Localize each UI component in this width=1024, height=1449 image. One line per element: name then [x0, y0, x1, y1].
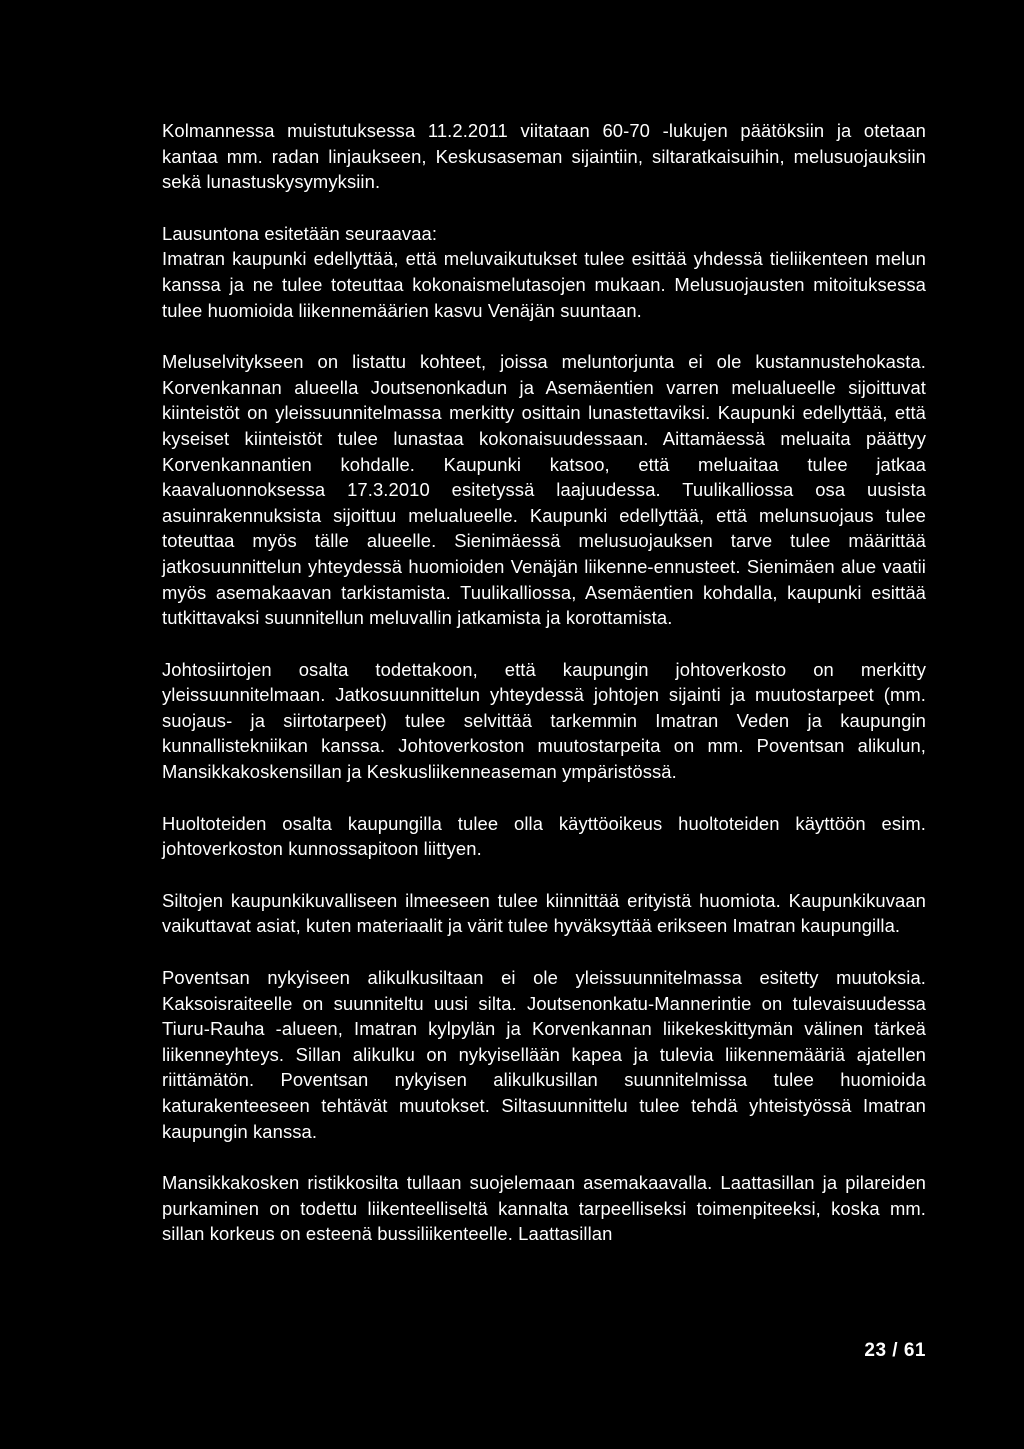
paragraph-huoltotiet: [162, 811, 926, 862]
paragraph-muistutus: [162, 118, 926, 195]
paragraph-text: Johtosiirtojen osalta todettakoon, että kaupungin johtoverkosto on merkitty yleissuunnitelmaan. Jatkosuunnittelun yhteydessä johtojen sijainti ja muutostarpeet (mm. suojaus- ja siirtotarpeet) tulee selvittää tarkemmin Imatran Veden ja kaupungin kunnallistekniikan kanssa. Johtoverkoston muutostarpeita on mm. Poventsan alikulun, Mansikkakoskensillan ja Keskusliikenneaseman ympäristössä.: [162, 658, 926, 783]
paragraph-text: Huoltoteiden osalta kaupungilla tulee olla käyttöoikeus huoltoteiden käyttöön esim. johtoverkoston kunnossapitoon liittyen.: [162, 812, 926, 860]
paragraph-poventsa: [162, 965, 926, 1144]
page-number: 23 / 61: [864, 1340, 926, 1361]
paragraph-text: Meluselvitykseen on listattu kohteet, joissa meluntorjunta ei ole kustannustehokasta. Korvenkannan alueella Joutsenonkadun ja Asemäentien varren melualueelle sijoittuvat kiinteistöt on yleissuunnitelmassa merkitty osittain lunastettaviksi. Kaupunki edellyttää, että kyseiset kiinteistöt tulee lunastaa kokonaisuudessaan. Aittamäessä meluaita päättyy Korvenkannantien kohdalle. Kaupunki katsoo, että meluaitaa tulee jatkaa kaavaluonnoksessa 17.3.2010 esitetyssä laajuudessa. Tuulikalliossa osa uusista asuinrakennuksista sijoittuu melualueelle. Kaupunki edellyttää, että melunsuojaus tulee toteuttaa myös tälle alueelle. Sienimäessä melusuojauksen tarve tulee määrittää jatkosuunnittelun yhteydessä huomioiden Venäjän liikenne-ennusteet. Sienimäen alue vaatii myös asemakaavan tarkistamista. Tuulikalliossa, Asemäentien kohdalla, kaupunki esittää tutkittavaksi suunnitellun meluvallin jatkamista ja korottamista.: [162, 351, 926, 629]
paragraph-meluselvitys: [162, 349, 926, 631]
paragraph-text: Imatran kaupunki edellyttää, että meluvaikutukset tulee esittää yhdessä tieliikenteen melun kanssa ja ne tulee toteuttaa kokonaismelutasojen mukaan. Melusuojausten mitoituksessa tulee huomioida liikennemäärien kasvu Venäjän suuntaan.: [162, 248, 926, 321]
paragraph-text: Mansikkakosken ristikkosilta tullaan suojelemaan asemakaavalla. Laattasillan ja pilareiden purkaminen on todettu liikenteelliseltä kannalta tarpeelliseksi toimenpiteeksi, koska mm. sillan korkeus on esteenä bussiliikenteelle. Laattasillan: [162, 1172, 926, 1245]
paragraph-mansikkakoski: [162, 1170, 926, 1247]
document-body: [162, 118, 926, 1273]
paragraph-lausunto: [162, 221, 926, 323]
paragraph-text: Poventsan nykyiseen alikulkusiltaan ei ole yleissuunnitelmassa esitetty muutoksia. Kaksoisraiteelle on suunniteltu uusi silta. Joutsenonkatu-Mannerintie on tulevaisuudessa Tiuru-Rauha -alueen, Imatran kylpylän ja Korvenkannan liikekeskittymän välinen tärkeä liikenneyhteys. Sillan alikulku on nykyisellään kapea ja tulevia liikennemääriä ajatellen riittämätön. Poventsan nykyisen alikulkusillan suunnitelmissa tulee huomioida katurakenteeseen tehtävät muutokset. Siltasuunnittelu tulee tehdä yhteistyössä Imatran kaupungin kanssa.: [162, 967, 926, 1142]
paragraph-text: Kolmannessa muistutuksessa 11.2.2011 viitataan 60-70 -lukujen päätöksiin ja otetaan kantaa mm. radan linjaukseen, Keskusaseman sijaintiin, siltaratkaisuihin, melusuojauksiin sekä lunastuskysymyksiin.: [162, 120, 926, 193]
paragraph-heading: Lausuntona esitetään seuraavaa:: [162, 222, 438, 244]
paragraph-text: Siltojen kaupunkikuvalliseen ilmeeseen tulee kiinnittää erityistä huomiota. Kaupunkikuvaan vaikuttavat asiat, kuten materiaalit ja värit tulee hyväksyttää erikseen Imatran kaupungilla.: [162, 889, 926, 937]
paragraph-johtosiirrot: [162, 657, 926, 785]
paragraph-sillat: [162, 888, 926, 939]
